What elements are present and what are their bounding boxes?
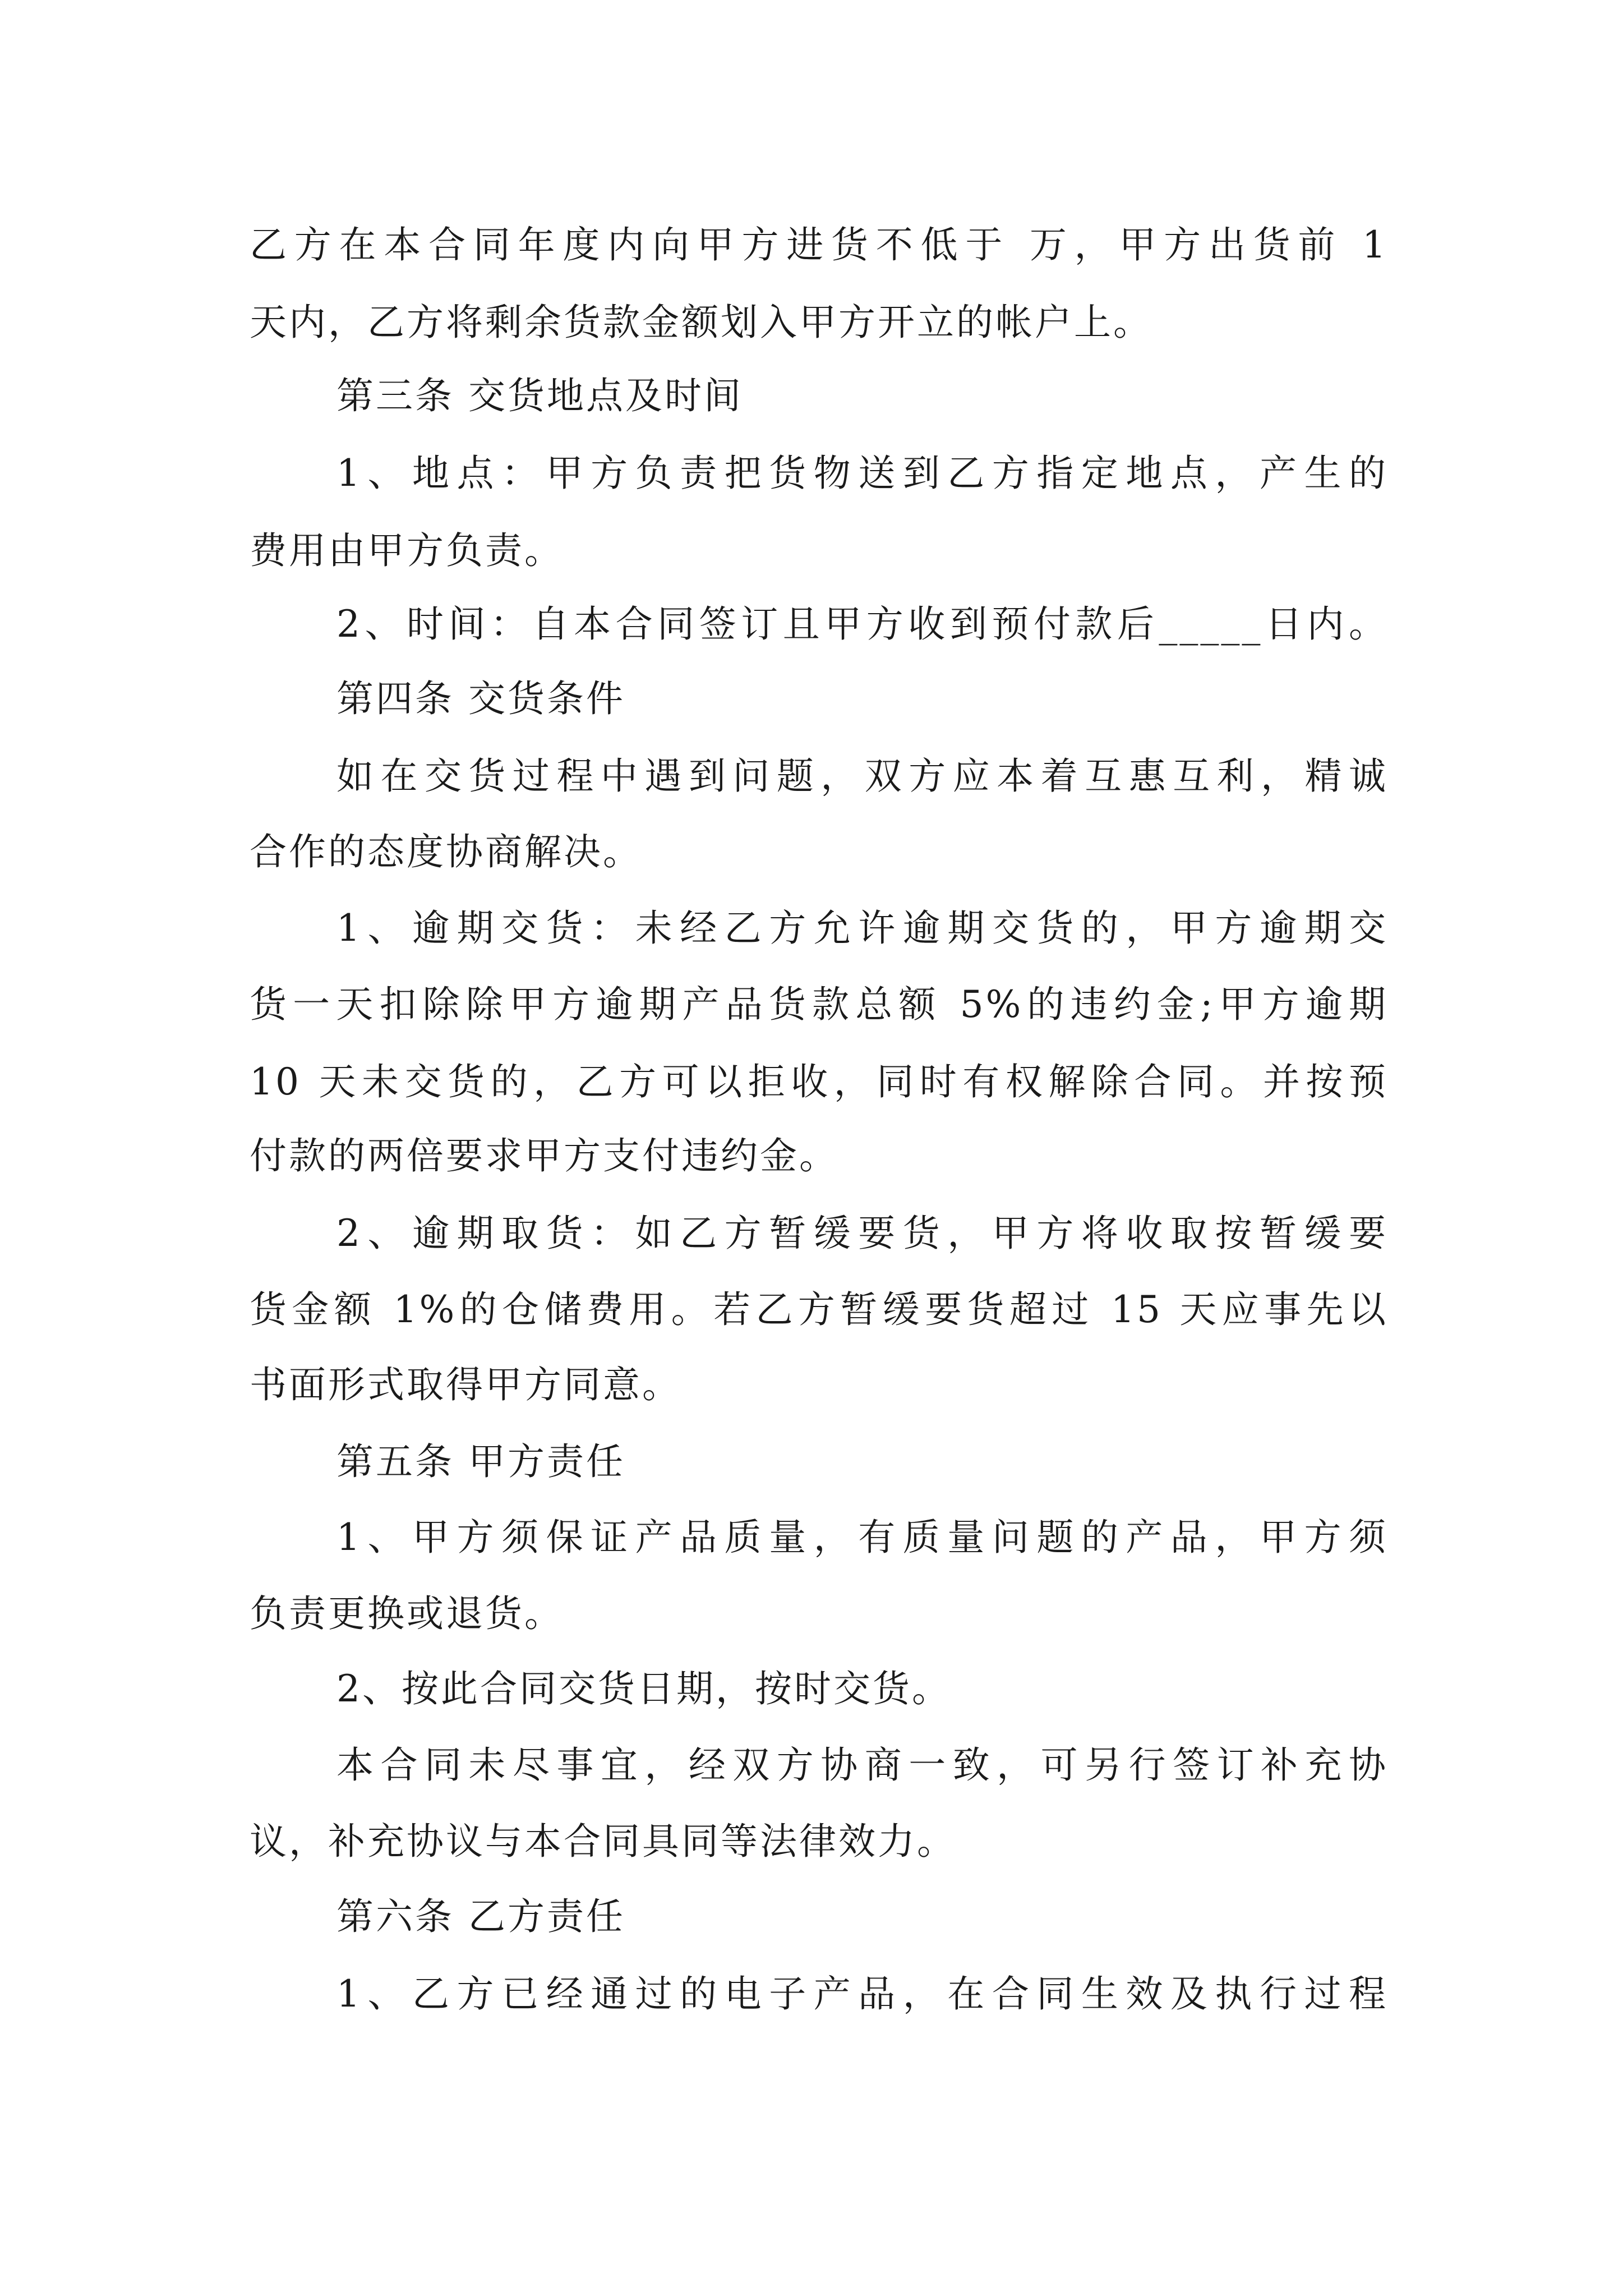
- section-heading-6: 第六条 乙方责任: [336, 1895, 625, 1938]
- text-line-5: 费用由甲方负责。: [250, 529, 564, 572]
- section-heading-4: 第四条 交货条件: [336, 677, 625, 720]
- text-line-4: 1、地点：甲方负责把货物送到乙方指定地点，产生的: [336, 452, 1388, 495]
- text-line-9: 合作的态度协商解决。: [250, 830, 642, 873]
- text-line-24: 1、乙方已经通过的电子产品，在合同生效及执行过程: [336, 1972, 1388, 2016]
- text-line-6: 2、时间：自本合同签订且甲方收到预付款后_____日内。: [336, 602, 1388, 646]
- text-line-2: 天内，乙方将剩余货款金额划入甲方开立的帐户上。: [250, 301, 1152, 344]
- text-line-11: 货一天扣除除甲方逾期产品货款总额 5%的违约金;甲方逾期: [250, 983, 1388, 1026]
- text-line-15: 货金额 1%的仓储费用。若乙方暂缓要货超过 15 天应事先以: [250, 1288, 1388, 1331]
- text-line-1: 乙方在本合同年度内向甲方进货不低于 万，甲方出货前 1: [250, 223, 1388, 266]
- text-line-20: 2、按此合同交货日期，按时交货。: [336, 1667, 951, 1710]
- text-line-19: 负责更换或退货。: [250, 1592, 564, 1635]
- text-line-21: 本合同未尽事宜，经双方协商一致，可另行签订补充协: [336, 1743, 1388, 1787]
- text-line-16: 书面形式取得甲方同意。: [250, 1363, 681, 1406]
- text-line-14: 2、逾期取货：如乙方暂缓要货，甲方将收取按暂缓要: [336, 1212, 1388, 1255]
- section-heading-5: 第五条 甲方责任: [336, 1440, 625, 1483]
- text-line-13: 付款的两倍要求甲方支付违约金。: [250, 1134, 838, 1177]
- text-line-18: 1、甲方须保证产品质量，有质量问题的产品，甲方须: [336, 1516, 1388, 1559]
- section-heading-3: 第三条 交货地点及时间: [336, 374, 743, 417]
- text-line-22: 议，补充协议与本合同具同等法律效力。: [250, 1820, 956, 1863]
- text-line-10: 1、逾期交货：未经乙方允许逾期交货的，甲方逾期交: [336, 907, 1388, 950]
- text-line-8: 如在交货过程中遇到问题，双方应本着互惠互利，精诚: [336, 754, 1388, 798]
- text-line-12: 10 天未交货的，乙方可以拒收，同时有权解除合同。并按预: [250, 1060, 1388, 1103]
